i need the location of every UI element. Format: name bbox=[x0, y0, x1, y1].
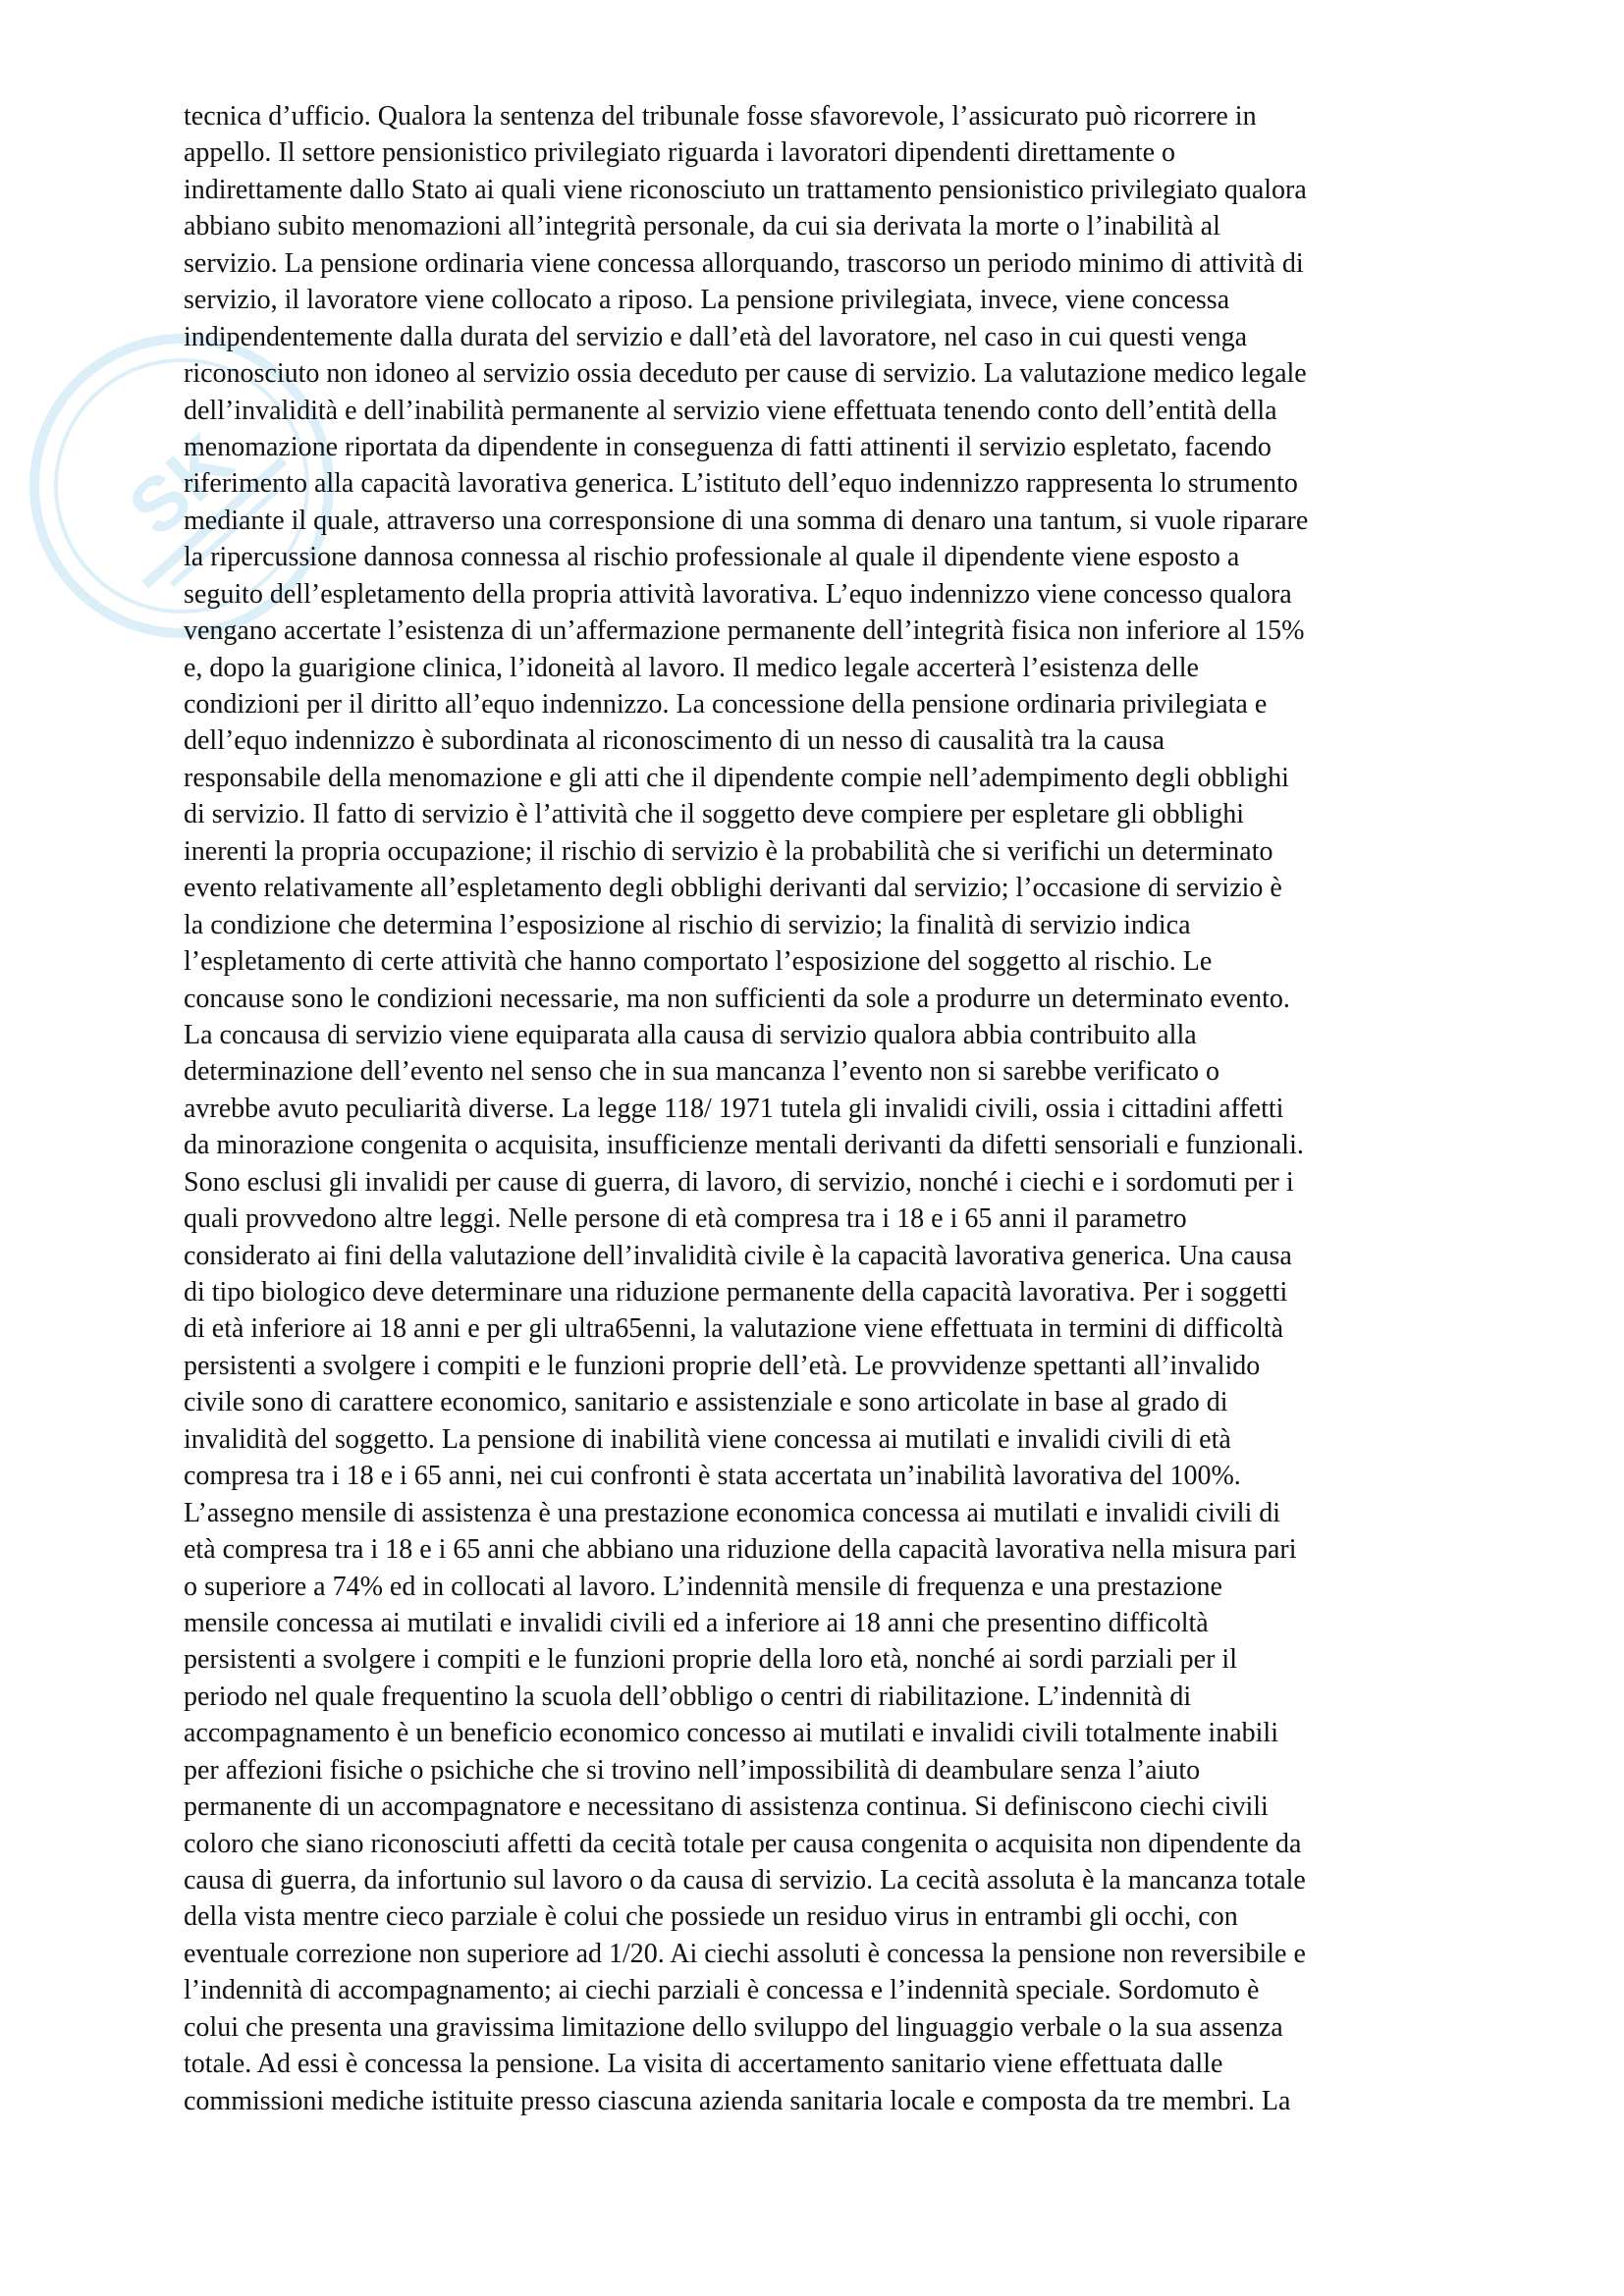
text-line: La concausa di servizio viene equiparata alla causa di servizio qualora abbia contribuito alla bbox=[184, 1019, 1197, 1050]
text-line: concause sono le condizioni necessarie, ma non sufficienti da sole a produrre un determinato evento. bbox=[184, 983, 1290, 1014]
text-line: appello. Il settore pensionistico privilegiato riguarda i lavoratori dipendenti direttamente o bbox=[184, 137, 1176, 169]
text-line: l’espletamento di certe attività che hanno comportato l’esposizione del soggetto al rischio. Le bbox=[184, 946, 1213, 978]
text-line: menomazione riportata da dipendente in conseguenza di fatti attinenti il servizio espletato, facendo bbox=[184, 431, 1272, 462]
text-line: e, dopo la guarigione clinica, l’idoneità al lavoro. Il medico legale accerterà l’esistenza delle bbox=[184, 652, 1199, 683]
text-line: determinazione dell’evento nel senso che in sua mancanza l’evento non si sarebbe verificato o bbox=[184, 1056, 1220, 1088]
svg-text:SK: SK bbox=[111, 416, 249, 553]
text-line: Sono esclusi gli invalidi per cause di guerra, di lavoro, di servizio, nonché i ciechi e i sordomuti per i bbox=[184, 1166, 1294, 1198]
text-line: di età inferiore ai 18 anni e per gli ultra65enni, la valutazione viene effettuata in termini di difficoltà bbox=[184, 1313, 1284, 1345]
text-line: coloro che siano riconosciuti affetti da cecità totale per causa congenita o acquisita non dipendente da bbox=[184, 1828, 1302, 1859]
text-line: vengano accertate l’esistenza di un’affermazione permanente dell’integrità fisica non inferiore al 15% bbox=[184, 615, 1305, 647]
text-line: inerenti la propria occupazione; il rischio di servizio è la probabilità che si verifichi un determinato bbox=[184, 835, 1273, 867]
text-line: periodo nel quale frequentino la scuola dell’obbligo o centri di riabilitazione. L’indennità di bbox=[184, 1681, 1192, 1712]
text-line: di servizio. Il fatto di servizio è l’attività che il soggetto deve compiere per espletare gli obblighi bbox=[184, 799, 1244, 830]
text-line: riferimento alla capacità lavorativa generica. L’istituto dell’equo indennizzo rappresenta lo strumento bbox=[184, 468, 1298, 500]
text-line: mediante il quale, attraverso una corresponsione di una somma di denaro una tantum, si vuole riparare bbox=[184, 505, 1309, 536]
text-line: totale. Ad essi è concessa la pensione. La visita di accertamento sanitario viene effettuata dalle bbox=[184, 2049, 1223, 2080]
text-line: commissioni mediche istituite presso ciascuna azienda sanitaria locale e composta da tre membri. La bbox=[184, 2085, 1291, 2116]
text-line: compresa tra i 18 e i 65 anni, nei cui confronti è stata accertata un’inabilità lavorativa del 100%. bbox=[184, 1461, 1241, 1492]
text-line: dell’equo indennizzo è subordinata al riconoscimento di un nesso di causalità tra la causa bbox=[184, 725, 1165, 757]
text-line: evento relativamente all’espletamento degli obblighi derivanti dal servizio; l’occasione di servizio è bbox=[184, 873, 1282, 904]
text-line: l’indennità di accompagnamento; ai ciechi parziali è concessa e l’indennità speciale. Sordomuto è bbox=[184, 1975, 1260, 2006]
text-line: seguito dell’espletamento della propria attività lavorativa. L’equo indennizzo viene concesso qualora bbox=[184, 578, 1292, 610]
text-line: civile sono di carattere economico, sanitario e assistenziale e sono articolate in base al grado di bbox=[184, 1387, 1228, 1418]
text-line: la ripercussione dannosa connessa al rischio professionale al quale il dipendente viene esposto a bbox=[184, 542, 1240, 573]
text-line: invalidità del soggetto. La pensione di inabilità viene concessa ai mutilati e invalidi civili di età bbox=[184, 1423, 1231, 1455]
text-line: servizio. La pensione ordinaria viene concessa allorquando, trascorso un periodo minimo di attività di bbox=[184, 247, 1304, 279]
text-line: L’assegno mensile di assistenza è una prestazione economica concessa ai mutilati e invalidi civili di bbox=[184, 1497, 1281, 1528]
text-line: accompagnamento è un beneficio economico concesso ai mutilati e invalidi civili totalmente inabili bbox=[184, 1718, 1278, 1749]
text-line: eventuale correzione non superiore ad 1/20. Ai ciechi assoluti è concessa la pensione non reversibile e bbox=[184, 1938, 1306, 1969]
text-line: servizio, il lavoratore viene collocato a riposo. La pensione privilegiata, invece, viene concessa bbox=[184, 285, 1230, 316]
text-line: mensile concessa ai mutilati e invalidi civili ed a inferiore ai 18 anni che presentino difficoltà bbox=[184, 1607, 1209, 1638]
text-line: abbiano subito menomazioni all’integrità personale, da cui sia derivata la morte o l’inabilità al bbox=[184, 211, 1220, 242]
text-line: indirettamente dallo Stato ai quali viene riconosciuto un trattamento pensionistico privilegiato qualora bbox=[184, 174, 1307, 205]
text-line: età compresa tra i 18 e i 65 anni che abbiano una riduzione della capacità lavorativa nella misura pari bbox=[184, 1534, 1297, 1566]
text-line: persistenti a svolgere i compiti e le funzioni proprie della loro età, nonché ai sordi parziali per il bbox=[184, 1644, 1237, 1676]
body-text bbox=[184, 98, 1509, 2119]
text-line: la condizione che determina l’esposizione al rischio di servizio; la finalità di servizio indica bbox=[184, 909, 1191, 940]
text-line: responsabile della menomazione e gli atti che il dipendente compie nell’adempimento degli obblighi bbox=[184, 762, 1289, 793]
text-line: dell’invalidità e dell’inabilità permanente al servizio viene effettuata tenendo conto dell’entità della bbox=[184, 395, 1277, 426]
text-line: avrebbe avuto peculiarità diverse. La legge 118/ 1971 tutela gli invalidi civili, ossia i cittadini affetti bbox=[184, 1093, 1284, 1124]
text-line: della vista mentre cieco parziale è colui che possiede un residuo virus in entrambi gli occhi, con bbox=[184, 1901, 1238, 1933]
text-line: riconosciuto non idoneo al servizio ossia deceduto per cause di servizio. La valutazione medico legale bbox=[184, 358, 1307, 390]
text-line: persistenti a svolgere i compiti e le funzioni proprie dell’età. Le provvidenze spettanti all’invalido bbox=[184, 1350, 1261, 1381]
text-line: condizioni per il diritto all’equo indennizzo. La concessione della pensione ordinaria privilegiata e bbox=[184, 689, 1268, 720]
text-line: quali provvedono altre leggi. Nelle persone di età compresa tra i 18 e i 65 anni il parametro bbox=[184, 1203, 1187, 1235]
text-line: permanente di un accompagnatore e necessitano di assistenza continua. Si definiscono ciechi civili bbox=[184, 1791, 1269, 1823]
text-line: causa di guerra, da infortunio sul lavoro o da causa di servizio. La cecità assoluta è la mancanza totale bbox=[184, 1865, 1306, 1896]
text-line: o superiore a 74% ed in collocati al lavoro. L’indennità mensile di frequenza e una prestazione bbox=[184, 1571, 1222, 1602]
text-line: indipendentemente dalla durata del servizio e dall’età del lavoratore, nel caso in cui questi venga bbox=[184, 321, 1248, 352]
text-line: considerato ai fini della valutazione dell’invalidità civile è la capacità lavorativa generica. Una causa bbox=[184, 1240, 1292, 1271]
text-line: per affezioni fisiche o psichiche che si trovino nell’impossibilità di deambulare senza l’aiuto bbox=[184, 1754, 1201, 1786]
text-line: colui che presenta una gravissima limitazione dello sviluppo del linguaggio verbale o la sua assenza bbox=[184, 2011, 1283, 2043]
text-line: tecnica d’ufficio. Qualora la sentenza del tribunale fosse sfavorevole, l’assicurato può ricorrere in bbox=[184, 101, 1257, 132]
text-line: da minorazione congenita o acquisita, insufficienze mentali derivanti da difetti sensoriali e funzionali. bbox=[184, 1130, 1304, 1161]
text-line: di tipo biologico deve determinare una riduzione permanente della capacità lavorativa. Per i soggetti bbox=[184, 1277, 1288, 1308]
